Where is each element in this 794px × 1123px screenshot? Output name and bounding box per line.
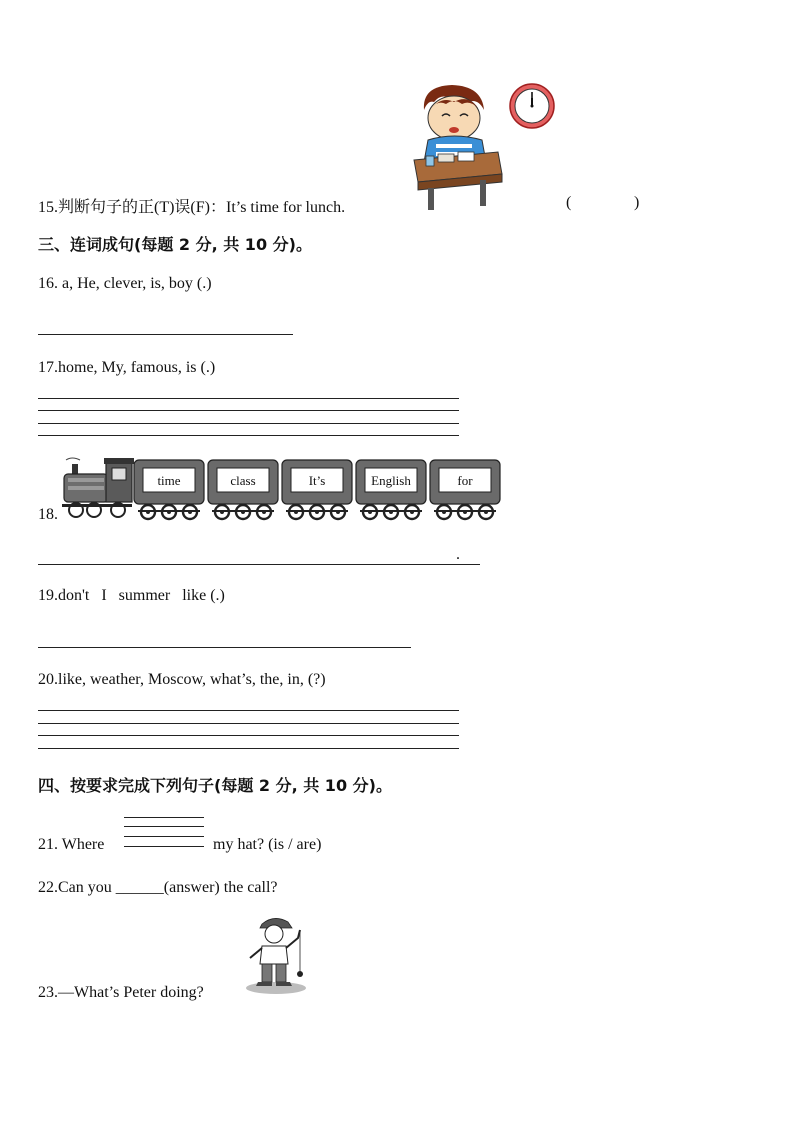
train-illustration: [60, 456, 504, 522]
q15-prompt: 15.判断句子的正(T)误(F)：It’s time for lunch.: [38, 199, 346, 216]
q21-before-text: 21. Where: [38, 836, 105, 853]
train-car-word: English: [371, 473, 411, 488]
q21-writing-line-2[interactable]: [124, 826, 204, 827]
q20-writing-line-4[interactable]: [38, 748, 459, 749]
q20-writing-line-3[interactable]: [38, 735, 459, 736]
q21-writing-line-3[interactable]: [124, 836, 204, 837]
q17-writing-line-3[interactable]: [38, 423, 459, 424]
q20-writing-line-2[interactable]: [38, 723, 459, 724]
q21-after-text: my hat? (is / are): [213, 836, 322, 853]
q17-writing-line-1[interactable]: [38, 398, 459, 399]
q16-answer-line[interactable]: [38, 334, 293, 335]
train-car: [134, 460, 204, 519]
q15-answer-paren-open: (: [566, 194, 572, 211]
q18-end-mark: .: [456, 546, 460, 563]
train-car-word: for: [457, 473, 473, 488]
q22-prompt: 22.Can you ______(answer) the call?: [38, 879, 278, 896]
train-car: [282, 460, 352, 519]
train-car-word: It’s: [308, 473, 326, 488]
boy-eating-lunch-illustration: [412, 82, 504, 212]
q23-prompt: 23.—What’s Peter doing?: [38, 984, 204, 1001]
q21-writing-line-1[interactable]: [124, 817, 204, 818]
q17-writing-line-2[interactable]: [38, 410, 459, 411]
q18-answer-line[interactable]: [38, 564, 480, 565]
clock-illustration: [508, 82, 556, 130]
q19-answer-line[interactable]: [38, 647, 411, 648]
q20-prompt: 20.like, weather, Moscow, what’s, the, in, (?): [38, 671, 326, 688]
q16-prompt: 16. a, He, clever, is, boy (.): [38, 275, 212, 292]
q17-writing-line-4[interactable]: [38, 435, 459, 436]
q18-number: 18.: [38, 506, 58, 523]
q20-writing-line-1[interactable]: [38, 710, 459, 711]
train-car: [356, 460, 426, 519]
train-car-word: time: [157, 473, 181, 488]
section-3-heading: 三、连词成句(每题 2 分, 共 10 分)。: [38, 235, 312, 254]
boy-playing-yoyo-illustration: [244, 916, 312, 996]
train-car: [208, 460, 278, 519]
train-car: [430, 460, 500, 519]
locomotive-icon: [62, 458, 134, 517]
section-4-heading: 四、按要求完成下列句子(每题 2 分, 共 10 分)。: [38, 776, 392, 795]
q19-prompt: 19.don't I summer like (.): [38, 587, 225, 604]
q17-prompt: 17.home, My, famous, is (.): [38, 359, 216, 376]
q15-answer-paren-close: ): [634, 194, 640, 211]
q21-writing-line-4[interactable]: [124, 846, 204, 847]
train-car-word: class: [230, 473, 256, 488]
